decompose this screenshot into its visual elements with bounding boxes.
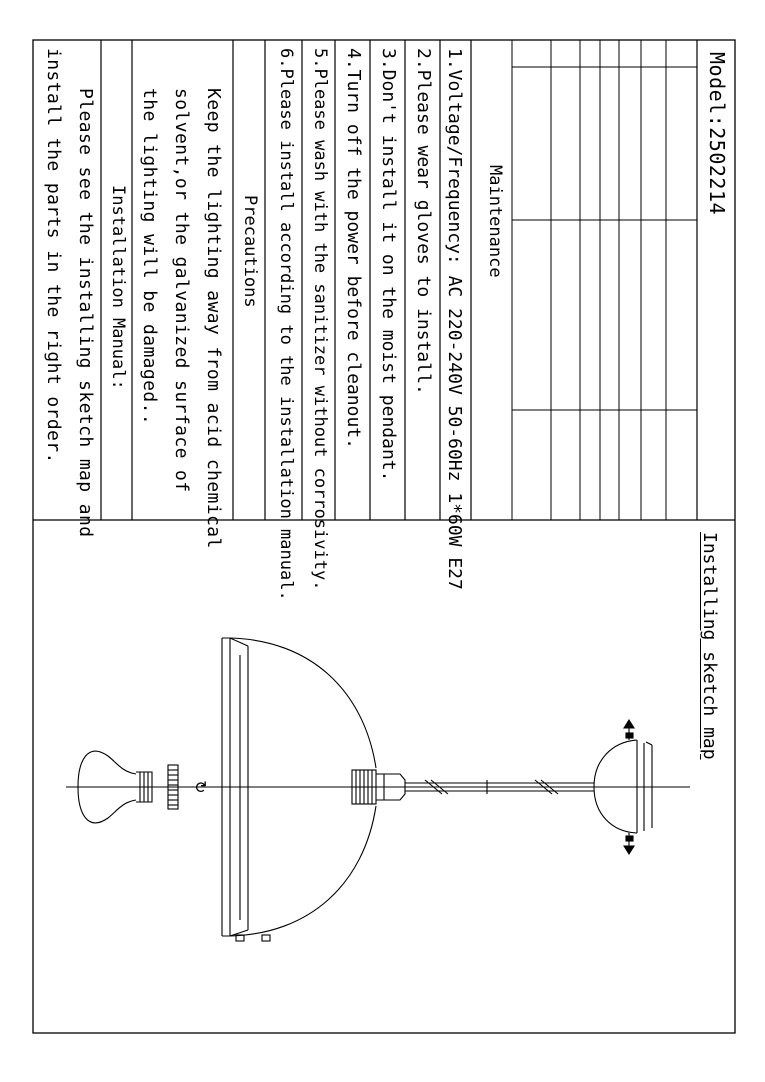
maintenance-item-5: 5.Please wash with the sanitizer without corrosivity. [310,48,330,591]
rotate-direction-icon: ↻ [191,780,210,794]
maintenance-item-4: 4.Turn off the power before cleanout. [343,48,364,449]
installation-line-1: Please see the installing sketch map and [75,88,96,538]
dome-shade [222,638,376,941]
model-number: Model:2502214 [705,52,729,216]
precautions-line-1: Keep the lighting away from acid chemical [203,88,224,549]
maintenance-item-2: 2.Please wear gloves to install. [413,48,434,395]
lamp-sketch [66,638,690,941]
precautions-heading: Precautions [240,195,260,308]
maintenance-item-3: 3.Don't install it on the moist pendant. [378,48,399,482]
maintenance-heading: Maintenance [485,165,505,278]
sketch-map-title: Installing sketch map [699,532,720,760]
title-block-grid [512,40,697,520]
precautions-line-2: solvent,or the galvanized surface of [171,88,192,493]
maintenance-item-1: 1.Voltage/Frequency: AC 220-240V 50-60Hz 1*60W E27 [444,48,465,590]
precautions-line-3: the lighting will be damaged.. [139,88,160,426]
maintenance-item-6: 6.Please install according to the installation manual. [276,48,296,601]
ceiling-canopy [594,740,652,833]
installation-heading: Installation Manual: [108,185,128,390]
installation-line-2: install the parts in the right order. [43,48,64,464]
